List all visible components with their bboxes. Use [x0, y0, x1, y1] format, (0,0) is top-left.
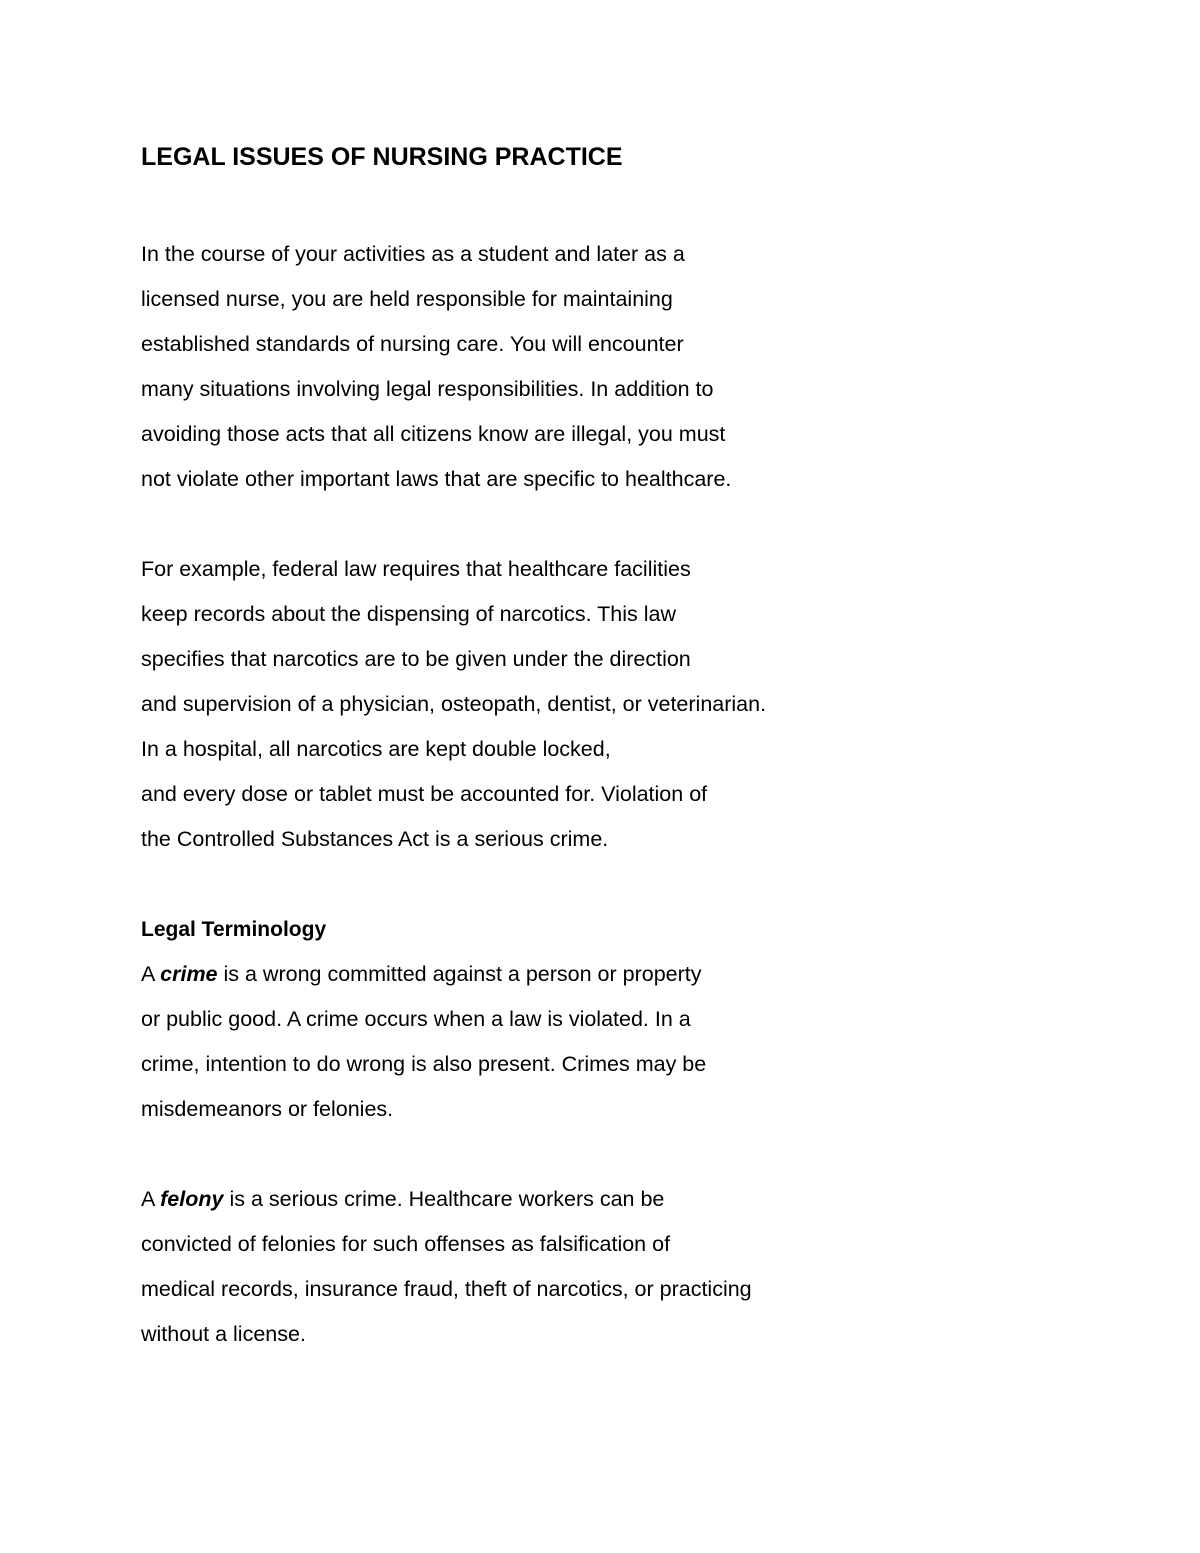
- paragraph-line: specifies that narcotics are to be given under the direction: [141, 647, 691, 671]
- paragraph-line: medical records, insurance fraud, theft of narcotics, or practicing: [141, 1277, 752, 1301]
- paragraph-line: or public good. A crime occurs when a law is violated. In a: [141, 1007, 691, 1031]
- paragraph-line: [141, 1177, 1101, 1222]
- paragraph-line: the Controlled Substances Act is a serious crime.: [141, 827, 609, 851]
- document-body: [141, 140, 1101, 1357]
- spacer: [141, 502, 1101, 547]
- paragraph-line: In the course of your activities as a student and later as a: [141, 242, 685, 266]
- spacer: [141, 862, 1101, 907]
- defined-term-crime: crime: [160, 962, 218, 986]
- definition-text: is a wrong committed against a person or property: [217, 962, 702, 986]
- spacer: [141, 1132, 1101, 1177]
- lead-text: A: [141, 962, 161, 986]
- paragraph-line: licensed nurse, you are held responsible for maintaining: [141, 287, 673, 311]
- paragraph-line: without a license.: [141, 1322, 306, 1346]
- paragraph-line: In a hospital, all narcotics are kept double locked,: [141, 737, 611, 761]
- paragraph-line: avoiding those acts that all citizens know are illegal, you must: [141, 422, 726, 446]
- paragraph-example: [141, 547, 1101, 862]
- paragraph-line: and supervision of a physician, osteopath, dentist, or veterinarian.: [141, 692, 767, 716]
- paragraph-line: crime, intention to do wrong is also present. Crimes may be: [141, 1052, 707, 1076]
- paragraph-line: established standards of nursing care. You will encounter: [141, 332, 684, 356]
- paragraph-felony-definition: [141, 1177, 1101, 1357]
- definition-text: is a serious crime. Healthcare workers can be: [223, 1187, 665, 1211]
- document-title: LEGAL ISSUES OF NURSING PRACTICE: [141, 143, 623, 171]
- paragraph-crime-definition: [141, 952, 1101, 1132]
- paragraph-line: and every dose or tablet must be accounted for. Violation of: [141, 782, 708, 806]
- paragraph-line: not violate other important laws that are specific to healthcare.: [141, 467, 732, 491]
- lead-text: A: [141, 1187, 161, 1211]
- paragraph-line: For example, federal law requires that healthcare facilities: [141, 557, 691, 581]
- paragraph-line: keep records about the dispensing of narcotics. This law: [141, 602, 677, 626]
- paragraph-line: convicted of felonies for such offenses as falsification of: [141, 1232, 671, 1256]
- paragraph-line: many situations involving legal responsibilities. In addition to: [141, 377, 714, 401]
- spacer: [141, 174, 1101, 232]
- section-heading: Legal Terminology: [141, 918, 327, 941]
- defined-term-felony: felony: [160, 1187, 224, 1211]
- paragraph-line: [141, 952, 1101, 997]
- paragraph-line: misdemeanors or felonies.: [141, 1097, 394, 1121]
- paragraph-intro: [141, 232, 1101, 502]
